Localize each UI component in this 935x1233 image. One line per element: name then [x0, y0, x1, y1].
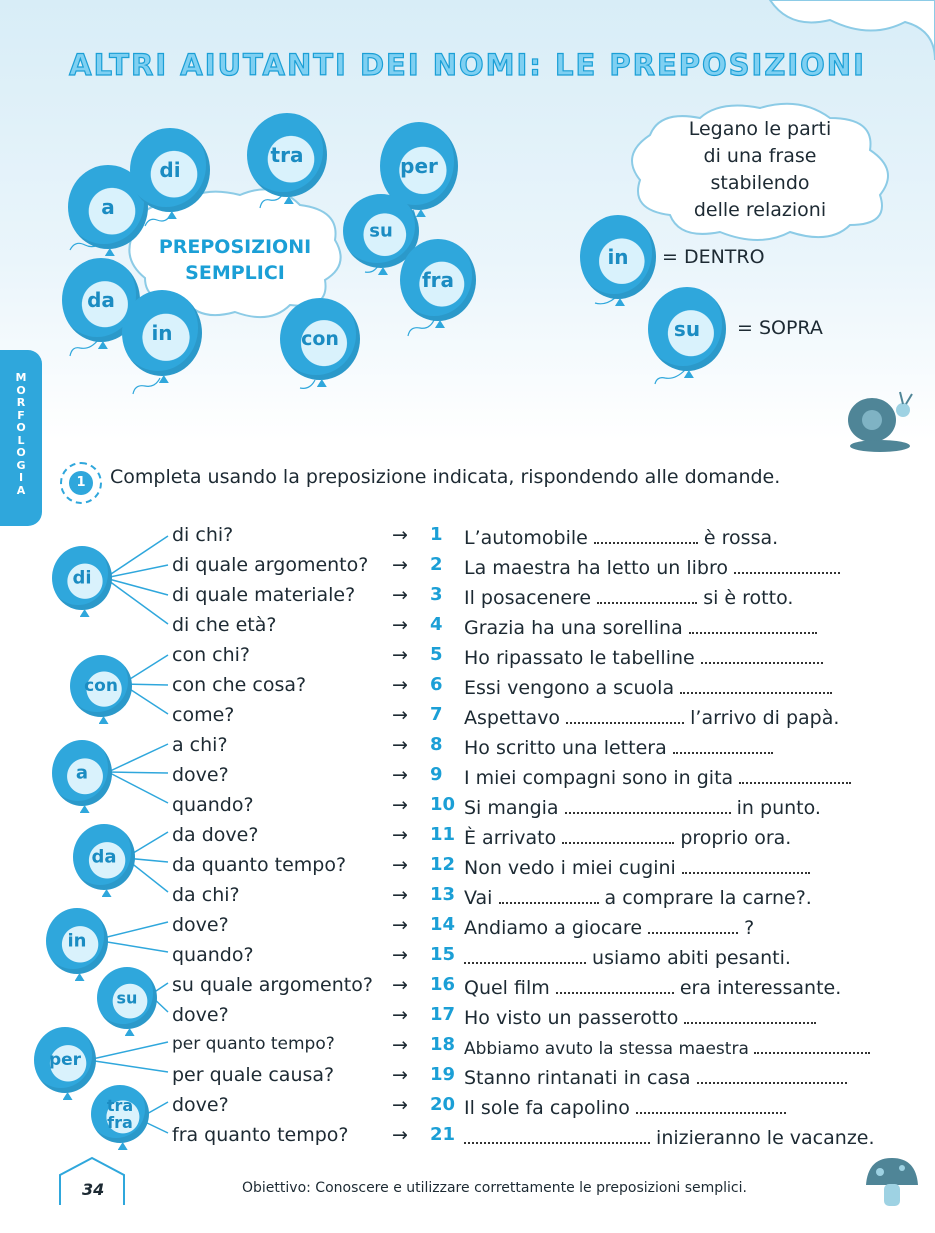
- item-number: 10: [430, 794, 456, 815]
- group-balloon-tra-label: tra: [106, 1096, 134, 1115]
- sentence: [464, 914, 754, 939]
- sentence-start: Quel film: [464, 977, 550, 999]
- question-label: con chi?: [172, 644, 251, 666]
- example-balloon-su: su: [648, 287, 726, 371]
- item-number: 1: [430, 524, 443, 545]
- question-label: dove?: [172, 764, 229, 786]
- group-balloon-a: a: [52, 740, 112, 806]
- arrow-icon: →: [392, 1004, 408, 1026]
- sentence: [464, 824, 791, 849]
- objective-text: Obiettivo: Conoscere e utilizzare correttamente le preposizioni semplici.: [242, 1180, 747, 1196]
- item-number: 21: [430, 1124, 456, 1145]
- question-label: da dove?: [172, 824, 259, 846]
- exercise-row: [0, 671, 935, 701]
- arrow-icon: →: [392, 794, 408, 816]
- answer-blank[interactable]: [754, 1034, 870, 1054]
- question-label: da chi?: [172, 884, 240, 906]
- arrow-icon: →: [392, 1034, 408, 1056]
- sentence: [464, 644, 823, 669]
- answer-blank[interactable]: [648, 914, 738, 934]
- item-number: 4: [430, 614, 443, 635]
- exercise-row: [0, 611, 935, 641]
- group-balloon-per: per: [34, 1027, 96, 1093]
- sentence-start: Abbiamo avuto la stessa maestra: [464, 1039, 749, 1059]
- page-number-badge: [60, 1160, 124, 1206]
- sentence: [464, 1034, 870, 1059]
- sentence-start: È arrivato: [464, 827, 557, 849]
- arrow-icon: →: [392, 614, 408, 636]
- group-balloon-fra-label: fra: [107, 1113, 133, 1132]
- cloud-label-line-1: PREPOSIZIONI: [158, 236, 312, 258]
- answer-blank[interactable]: [597, 584, 697, 604]
- page-number: 34: [82, 1180, 105, 1199]
- answer-blank[interactable]: [701, 644, 823, 664]
- exercise-row: [0, 761, 935, 791]
- item-number: 20: [430, 1094, 456, 1115]
- item-number: 14: [430, 914, 456, 935]
- example-meaning-in: = DENTRO: [662, 246, 765, 268]
- answer-blank[interactable]: [684, 1004, 816, 1024]
- sentence: [464, 764, 851, 789]
- answer-blank[interactable]: [697, 1064, 847, 1084]
- question-label: di quale materiale?: [172, 584, 356, 606]
- sentence-start: L’automobile: [464, 527, 588, 549]
- sentence-end: è rossa.: [703, 527, 779, 549]
- question-label: con che cosa?: [172, 674, 307, 696]
- answer-blank[interactable]: [464, 944, 586, 964]
- sentence: [464, 1094, 786, 1119]
- question-label: quando?: [172, 794, 254, 816]
- sentence: [464, 1004, 816, 1029]
- sentence-start: Ho visto un passerotto: [464, 1007, 679, 1029]
- sentence-start: Aspettavo: [464, 707, 561, 729]
- question-label: quando?: [172, 944, 254, 966]
- answer-blank[interactable]: [682, 854, 810, 874]
- answer-blank[interactable]: [556, 974, 674, 994]
- item-number: 16: [430, 974, 456, 995]
- exercise-row: [0, 941, 935, 971]
- exercise-row: [0, 1061, 935, 1091]
- sentence-end: in punto.: [736, 797, 821, 819]
- exercise-row: [0, 731, 935, 761]
- answer-blank[interactable]: [673, 734, 773, 754]
- sentence: [464, 944, 791, 969]
- item-number: 6: [430, 674, 443, 695]
- exercise-row: [0, 641, 935, 671]
- item-number: 7: [430, 704, 443, 725]
- arrow-icon: →: [392, 704, 408, 726]
- sentence: [464, 1064, 847, 1089]
- answer-blank[interactable]: [565, 794, 731, 814]
- section-side-tab: [0, 350, 42, 526]
- sentence: [464, 524, 778, 549]
- definition-line: di una frase: [703, 145, 817, 167]
- sentence: [464, 734, 773, 759]
- question-label: da quanto tempo?: [172, 854, 347, 876]
- arrow-icon: →: [392, 764, 408, 786]
- cloud-label-line-2: SEMPLICI: [185, 262, 285, 284]
- sentence-start: Si mangia: [464, 797, 559, 819]
- question-label: fra quanto tempo?: [172, 1124, 349, 1146]
- exercise-row: [0, 1091, 935, 1121]
- sentence-end: era interessante.: [679, 977, 842, 999]
- mushroom-illustration: [866, 1158, 918, 1206]
- item-number: 17: [430, 1004, 456, 1025]
- corner-cloud: [770, 0, 935, 60]
- sentence: [464, 974, 841, 999]
- sentence-start: Ho scritto una lettera: [464, 737, 667, 759]
- balloon-da: da: [62, 258, 140, 342]
- question-label: di quale argomento?: [172, 554, 369, 576]
- sentence: [464, 794, 821, 819]
- exercise-row: [0, 1121, 935, 1151]
- question-label: di chi?: [172, 524, 234, 546]
- arrow-icon: →: [392, 674, 408, 696]
- sentence-end: inizieranno le vacanze.: [656, 1127, 875, 1149]
- sentence: [464, 884, 812, 909]
- arrow-icon: →: [392, 1124, 408, 1146]
- sentence-start: Andiamo a giocare: [464, 917, 643, 939]
- arrow-icon: →: [392, 584, 408, 606]
- item-number: 12: [430, 854, 456, 875]
- balloon-a: a: [68, 165, 148, 249]
- exercise-row: [0, 551, 935, 581]
- exercise-row: [0, 701, 935, 731]
- balloon-su: su: [343, 194, 419, 268]
- arrow-icon: →: [392, 854, 408, 876]
- answer-blank[interactable]: [734, 554, 840, 574]
- arrow-icon: →: [392, 554, 408, 576]
- answer-blank[interactable]: [594, 524, 698, 544]
- balloon-tra: tra: [247, 113, 327, 197]
- exercise-row: [0, 881, 935, 911]
- item-number: 2: [430, 554, 443, 575]
- arrow-icon: →: [392, 944, 408, 966]
- sentence-end: proprio ora.: [680, 827, 792, 849]
- arrow-icon: →: [392, 914, 408, 936]
- sentence: [464, 704, 839, 729]
- side-tab-label: MORFOLOGIA: [15, 371, 27, 497]
- group-balloon-in: in: [46, 908, 108, 974]
- exercise-row: [0, 521, 935, 551]
- definition-line: delle relazioni: [693, 199, 827, 221]
- sentence-start: Il sole fa capolino: [464, 1097, 630, 1119]
- answer-blank[interactable]: [499, 884, 599, 904]
- item-number: 8: [430, 734, 443, 755]
- example-balloon-in: in: [580, 215, 656, 299]
- sentence: [464, 854, 810, 879]
- arrow-icon: →: [392, 824, 408, 846]
- question-label: di che età?: [172, 614, 277, 636]
- definition-text: [650, 116, 870, 224]
- exercise-row: [0, 791, 935, 821]
- question-label: su quale argomento?: [172, 974, 373, 996]
- answer-blank[interactable]: [562, 824, 674, 844]
- definition-line: Legano le parti: [688, 118, 832, 140]
- balloon-di: di: [130, 128, 210, 212]
- sentence-end: a comprare la carne?.: [604, 887, 812, 909]
- balloon-con: con: [280, 298, 360, 380]
- item-number: 9: [430, 764, 443, 785]
- question-label: per quanto tempo?: [172, 1034, 335, 1054]
- balloon-in: in: [122, 290, 202, 376]
- item-number: 19: [430, 1064, 456, 1085]
- arrow-icon: →: [392, 974, 408, 996]
- sentence-end: si è rotto.: [703, 587, 794, 609]
- sentence: [464, 1124, 875, 1149]
- answer-blank[interactable]: [680, 674, 832, 694]
- arrow-icon: →: [392, 884, 408, 906]
- exercise-row: [0, 911, 935, 941]
- question-label: per quale causa?: [172, 1064, 335, 1086]
- exercise-number-icon: [60, 462, 102, 504]
- sentence-end: usiamo abiti pesanti.: [592, 947, 791, 969]
- sentence-start: Non vedo i miei cugini: [464, 857, 676, 879]
- question-label: a chi?: [172, 734, 228, 756]
- sentence-start: La maestra ha letto un libro: [464, 557, 728, 579]
- question-label: come?: [172, 704, 235, 726]
- arrow-icon: →: [392, 1064, 408, 1086]
- group-balloon-di: di: [52, 546, 112, 610]
- arrow-icon: →: [392, 524, 408, 546]
- answer-blank[interactable]: [636, 1094, 786, 1114]
- exercise-row: [0, 821, 935, 851]
- group-balloon-da: da: [73, 824, 135, 890]
- sentence-end: l’arrivo di papà.: [690, 707, 840, 729]
- cloud-label: [150, 234, 320, 286]
- balloon-fra: fra: [400, 239, 476, 321]
- definition-line: stabilendo: [710, 172, 810, 194]
- exercise-number: 1: [69, 471, 93, 495]
- question-label: dove?: [172, 914, 229, 936]
- sentence: [464, 614, 817, 639]
- item-number: 15: [430, 944, 456, 965]
- group-balloon-su: su: [97, 967, 157, 1029]
- sentence-start: Grazia ha una sorellina: [464, 617, 683, 639]
- group-balloon-con: con: [70, 655, 132, 717]
- sentence-start: I miei compagni sono in gita: [464, 767, 734, 789]
- answer-blank[interactable]: [689, 614, 817, 634]
- exercise-row: [0, 851, 935, 881]
- sentence-start: Essi vengono a scuola: [464, 677, 675, 699]
- arrow-icon: →: [392, 1094, 408, 1116]
- item-number: 3: [430, 584, 443, 605]
- sentence-start: Ho ripassato le tabelline: [464, 647, 695, 669]
- sentence: [464, 554, 840, 579]
- answer-blank[interactable]: [739, 764, 851, 784]
- exercise-row: [0, 1001, 935, 1031]
- sentence-start: Il posacenere: [464, 587, 592, 609]
- arrow-icon: →: [392, 734, 408, 756]
- answer-blank[interactable]: [464, 1124, 650, 1144]
- sentence-start: Stanno rintanati in casa: [464, 1067, 691, 1089]
- item-number: 11: [430, 824, 456, 845]
- exercise-row: [0, 1031, 935, 1061]
- sentence-start: Vai: [464, 887, 493, 909]
- instruction-text: Completa usando la preposizione indicata, rispondendo alle domande.: [110, 466, 781, 488]
- example-meaning-su: = SOPRA: [737, 317, 823, 339]
- snail-illustration: [848, 392, 912, 452]
- question-label: dove?: [172, 1094, 229, 1116]
- answer-blank[interactable]: [566, 704, 684, 724]
- balloon-per: per: [380, 122, 458, 210]
- item-number: 13: [430, 884, 456, 905]
- sentence: [464, 584, 793, 609]
- item-number: 5: [430, 644, 443, 665]
- arrow-icon: →: [392, 644, 408, 666]
- question-label: dove?: [172, 1004, 229, 1026]
- exercise-row: [0, 581, 935, 611]
- item-number: 18: [430, 1034, 456, 1055]
- page-title: ALTRI AIUTANTI DEI NOMI: LE PREPOSIZIONI: [69, 48, 866, 82]
- exercise-row: [0, 971, 935, 1001]
- sentence: [464, 674, 832, 699]
- sentence-end: ?: [744, 917, 755, 939]
